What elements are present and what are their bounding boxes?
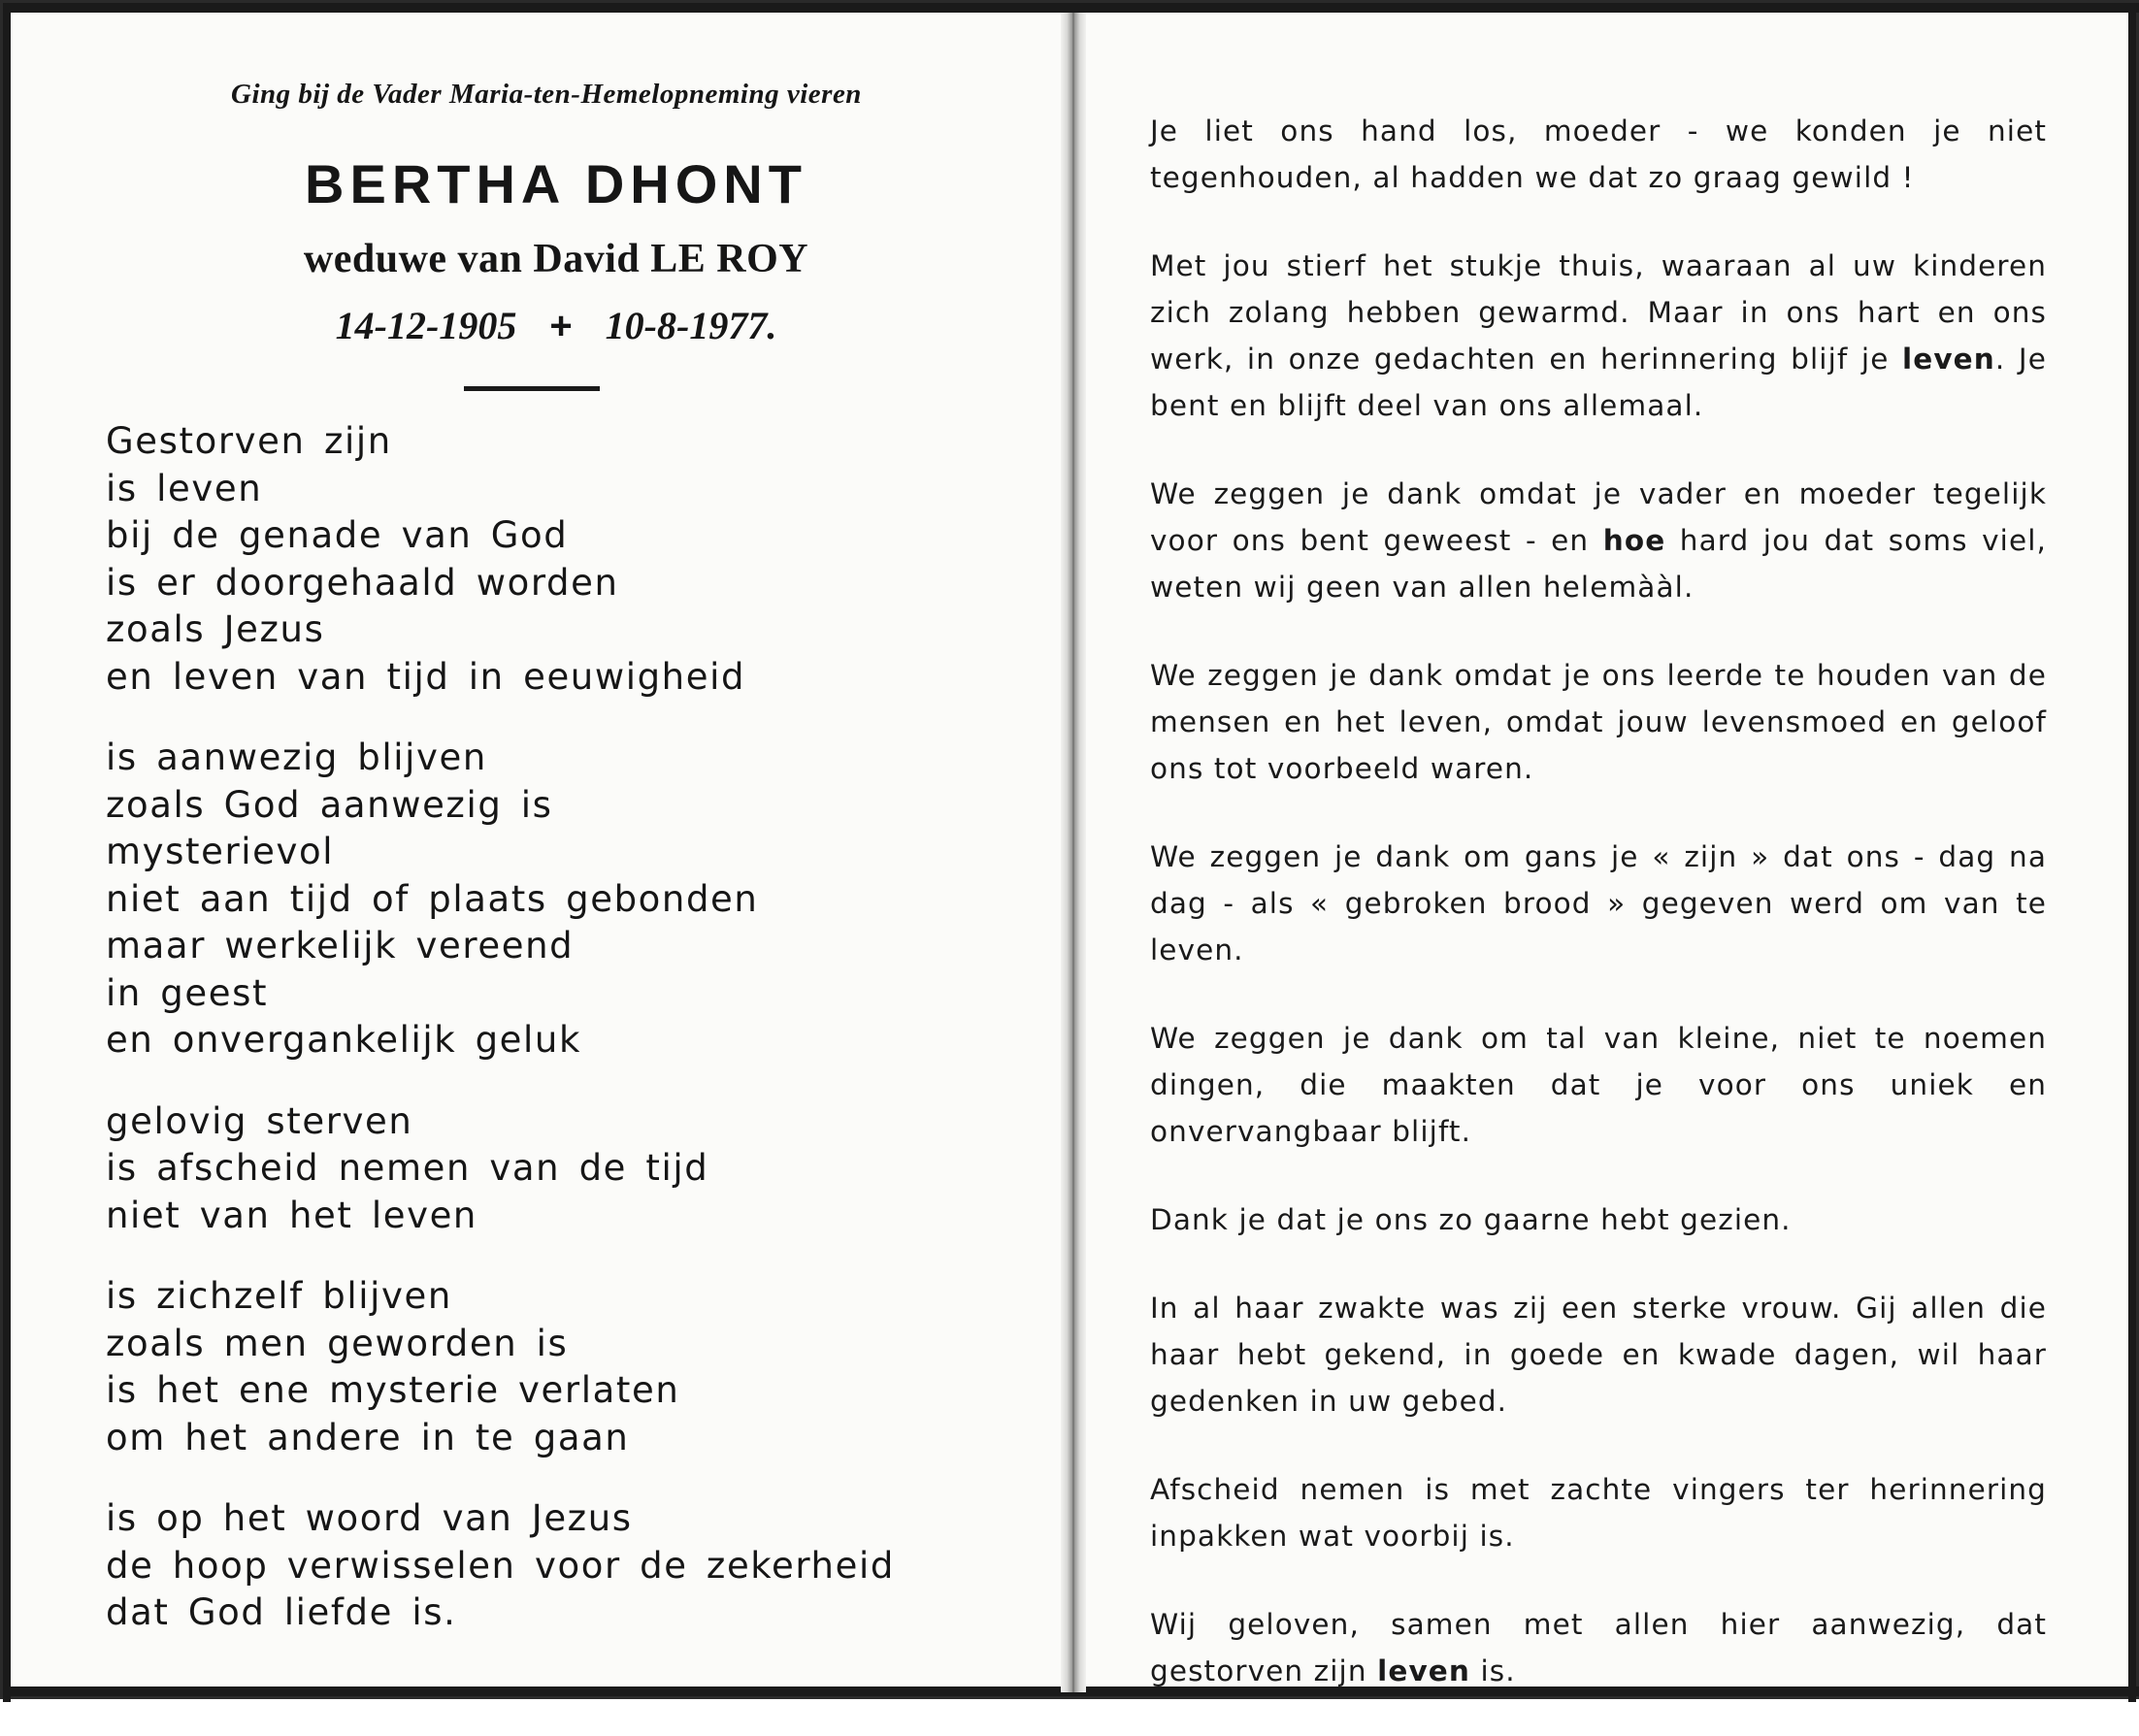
- poem-line: niet aan tijd of plaats gebonden: [106, 877, 759, 920]
- paragraph-text: is.: [1469, 1654, 1516, 1687]
- paragraph: We zeggen je dank om tal van kleine, niet te noemen dingen, die maakten dat je voor ons uniek en onvervangbaar blijft.: [1150, 1021, 2047, 1148]
- paragraph: [1150, 243, 2047, 429]
- poem-line: zoals men geworden is: [106, 1322, 569, 1364]
- emphasis-text: leven: [1377, 1654, 1470, 1687]
- paragraph: Afscheid nemen is met zachte vingers ter herinnering inpakken wat voorbij is.: [1150, 1472, 2047, 1553]
- poem-line: de hoop verwisselen voor de zekerheid: [106, 1544, 895, 1587]
- paragraph-text: We zeggen je dank omdat je vader en moeder tegelijk voor ons bent geweest - en: [1150, 476, 2047, 557]
- poem-stanza: [106, 418, 993, 701]
- card-edge-top: [3, 3, 2139, 13]
- poem-line: in geest: [106, 971, 269, 1014]
- paragraph-text: Met jou stierf het stukje thuis, waaraan al uw kinderen zich zolang hebben gewarmd. Maar in ons hart en ons werk, in onze gedachten en herinnering blijf je: [1150, 248, 2047, 376]
- emphasis-text: hoe: [1602, 523, 1666, 557]
- poem-line: Gestorven zijn: [106, 420, 392, 462]
- poem-line: is aanwezig blijven: [106, 737, 487, 778]
- poem: [81, 418, 993, 1637]
- poem-line: mysterievol: [106, 831, 335, 872]
- death-date: 10-8-1977.: [605, 304, 777, 347]
- birth-date: 14-12-1905: [335, 304, 517, 347]
- card-fold: [1061, 13, 1086, 1692]
- left-panel: [81, 79, 993, 1671]
- poem-line: zoals Jezus: [106, 608, 325, 650]
- card-edge-left: [3, 3, 11, 1702]
- paragraph: We zeggen je dank omdat je ons leerde te houden van de mensen en het leven, omdat jouw levensmoed en geloof ons tot voorbeeld waren.: [1150, 658, 2047, 785]
- poem-line: dat God liefde is.: [106, 1591, 457, 1633]
- paragraph: [1150, 1601, 2047, 1694]
- poem-stanza: [106, 1098, 993, 1240]
- card-edge-right: [2128, 3, 2136, 1702]
- paragraph-text: . Je bent en blijft deel van ons allemaal.: [1150, 342, 2047, 422]
- poem-line: en leven van tijd in eeuwigheid: [106, 655, 746, 698]
- divider: [464, 386, 600, 391]
- deceased-name: BERTHA DHONT: [305, 153, 807, 214]
- poem-line: is afscheid nemen van de tijd: [106, 1147, 709, 1189]
- intro-line: Ging bij de Vader Maria-ten-Hemelopneming vieren: [231, 79, 862, 110]
- poem-line: bij de genade van God: [106, 514, 569, 556]
- poem-line: maar werkelijk vereend: [106, 925, 575, 966]
- poem-line: niet van het leven: [106, 1194, 477, 1236]
- poem-line: zoals God aanwezig is: [106, 783, 553, 826]
- poem-line: is zichzelf blijven: [106, 1275, 452, 1317]
- life-dates: [81, 304, 993, 347]
- paragraph: Je liet ons hand los, moeder - we konden je niet tegenhouden, al hadden we dat zo graag gewild !: [1150, 114, 2047, 194]
- paragraph: [1150, 471, 2047, 610]
- paragraph: In al haar zwakte was zij een sterke vrouw. Gij allen die haar hebt gekend, in goede en kwade dagen, wil haar gedenken in uw gebed.: [1150, 1291, 2047, 1418]
- poem-stanza: [106, 1273, 993, 1461]
- paragraph: We zeggen je dank om gans je « zijn » dat ons - dag na dag - als « gebroken brood » gegeven werd om van te leven.: [1150, 839, 2047, 966]
- poem-line: gelovig sterven: [106, 1099, 413, 1142]
- emphasis-text: leven: [1902, 342, 1995, 376]
- paragraph-text: Wij geloven, samen met allen hier aanwezig, dat gestorven zijn: [1150, 1607, 2047, 1687]
- poem-line: is op het woord van Jezus: [106, 1497, 633, 1539]
- paragraph-text: hard jou dat soms viel, weten wij geen van allen helemààl.: [1150, 523, 2047, 604]
- widow-line: weduwe van David LE ROY: [303, 237, 809, 281]
- poem-line: om het andere in te gaan: [106, 1416, 630, 1458]
- poem-stanza: [106, 1495, 993, 1637]
- right-panel: [1150, 79, 2047, 1736]
- poem-line: is er doorgehaald worden: [106, 561, 619, 604]
- poem-stanza: [106, 735, 993, 1065]
- paragraph: Dank je dat je ons zo gaarne hebt gezien.: [1150, 1202, 1792, 1236]
- poem-line: is het ene mysterie verlaten: [106, 1369, 680, 1411]
- death-sign: +: [549, 305, 573, 347]
- poem-line: is leven: [106, 467, 263, 509]
- poem-line: en onvergankelijk geluk: [106, 1019, 581, 1061]
